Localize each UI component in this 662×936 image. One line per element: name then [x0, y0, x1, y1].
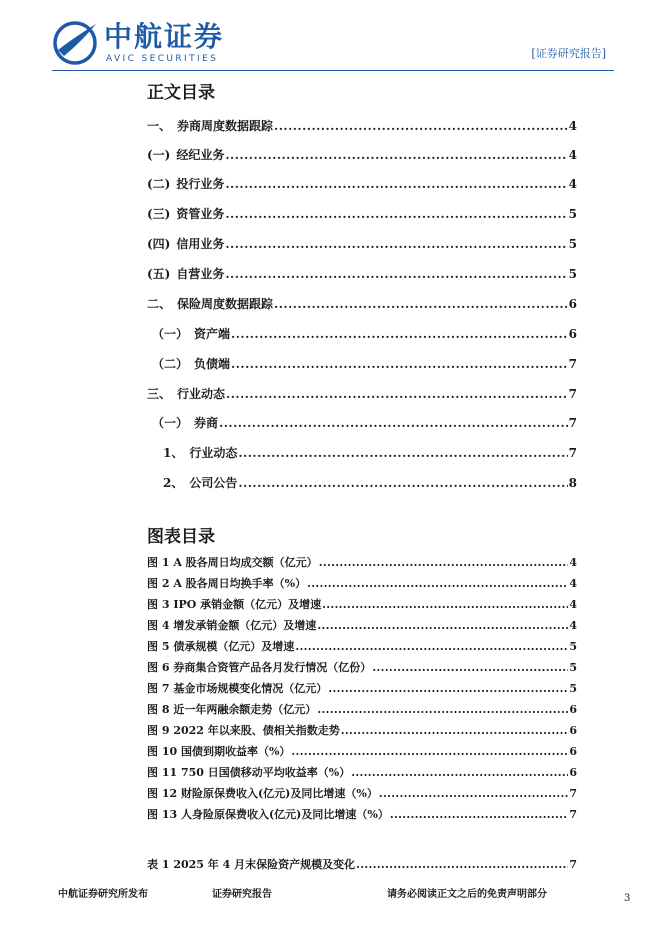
toc-entry-number: 2、 [163, 476, 184, 490]
toc-entry-page: 6 [568, 327, 577, 341]
toc-leader [225, 237, 567, 251]
toc-entry-number: （一） [152, 327, 189, 341]
toc-entry-text: 经纪业务 [176, 148, 225, 162]
toc-entry[interactable] [147, 207, 577, 221]
toc-entry-text: 券商 [194, 416, 219, 430]
toc-entry[interactable] [152, 416, 577, 430]
toc-entry-page: 7 [568, 416, 577, 430]
toc-entry-text: 资产端 [194, 327, 231, 341]
figure-entry-page: 4 [569, 619, 577, 632]
figure-entry-text: 图 5 债承规模（亿元）及增速 [147, 640, 295, 653]
toc-entry-page: 6 [568, 297, 577, 311]
toc-leader [238, 476, 567, 490]
toc-leader [238, 446, 567, 460]
toc-entry[interactable] [147, 297, 577, 311]
figure-entry-text: 图 8 近一年两融余额走势（亿元） [147, 703, 317, 716]
figure-entry-page: 6 [569, 724, 577, 737]
table-entry-page: 7 [569, 858, 577, 871]
toc-entry[interactable] [147, 387, 577, 401]
figure-leader [379, 787, 569, 800]
figure-entry[interactable] [147, 619, 577, 632]
toc-entry-number: (一) [147, 148, 171, 162]
figure-entry[interactable] [147, 745, 577, 758]
toc-entry[interactable] [147, 267, 577, 281]
figure-entry-text: 图 4 增发承销金额（亿元）及增速 [147, 619, 317, 632]
figure-entry[interactable] [147, 787, 577, 800]
footer-publisher: 中航证券研究所发布 [58, 889, 148, 900]
company-logo [52, 20, 242, 66]
toc-entry-number: (三) [147, 207, 171, 221]
toc-entry-number: 三、 [147, 387, 172, 401]
figure-entry-page: 4 [569, 577, 577, 590]
table-leader [356, 858, 568, 871]
figure-entry-page: 5 [569, 682, 577, 695]
figure-entry[interactable] [147, 703, 577, 716]
figure-leader [317, 703, 568, 716]
report-type-tag: [证券研究报告] [531, 47, 606, 60]
toc-leader [225, 207, 567, 221]
toc-entry-page: 5 [568, 267, 577, 281]
figures-title: 图表目录 [147, 527, 215, 547]
figure-entry-text: 图 11 750 日国债移动平均收益率（%） [147, 766, 351, 779]
toc-leader [274, 297, 568, 311]
toc-entry-number: (四) [147, 237, 171, 251]
figure-entry-text: 图 3 IPO 承销金额（亿元）及增速 [147, 598, 322, 611]
figure-leader [307, 577, 568, 590]
figure-entry[interactable] [147, 661, 577, 674]
figure-leader [328, 682, 568, 695]
logo-badge: AVIC [71, 48, 87, 55]
figure-entry-text: 图 13 人身险原保费收入(亿元)及同比增速（%） [147, 808, 389, 821]
figure-leader [291, 745, 568, 758]
figure-entry[interactable] [147, 556, 577, 569]
page-number: 3 [624, 893, 631, 904]
figure-entry[interactable] [147, 577, 577, 590]
toc-entry-text: 负债端 [194, 357, 231, 371]
toc-entry-page: 5 [568, 207, 577, 221]
figure-entry-page: 4 [569, 598, 577, 611]
toc-entry-text: 行业动态 [189, 446, 238, 460]
toc-entry-number: （二） [152, 357, 189, 371]
figure-entry-page: 4 [569, 556, 577, 569]
figure-entry-page: 6 [569, 766, 577, 779]
toc-entry[interactable] [152, 357, 577, 371]
toc-entry-page: 8 [568, 476, 577, 490]
figure-leader [317, 619, 568, 632]
table-entry[interactable] [147, 858, 577, 871]
figure-entry-text: 图 1 A 股各周日均成交额（亿元） [147, 556, 318, 569]
toc-entry-page: 4 [568, 148, 577, 162]
figure-entry-page: 5 [569, 640, 577, 653]
toc-entry[interactable] [163, 476, 577, 490]
toc-entry-page: 5 [568, 237, 577, 251]
toc-leader [225, 267, 567, 281]
logo-chinese-name: 中航证券 [104, 20, 225, 53]
figure-entry-page: 7 [569, 808, 577, 821]
toc-entry-number: (五) [147, 267, 171, 281]
toc-entry-text: 资管业务 [176, 207, 225, 221]
toc-leader [225, 148, 567, 162]
toc-leader [226, 387, 568, 401]
toc-leader [231, 357, 568, 371]
toc-entry-number: 一、 [147, 119, 172, 133]
figure-entry[interactable] [147, 682, 577, 695]
toc-entry-page: 7 [568, 446, 577, 460]
toc-leader [219, 416, 568, 430]
figure-leader [322, 598, 568, 611]
toc-entry-page: 4 [568, 119, 577, 133]
figure-leader [319, 556, 569, 569]
figure-entry-text: 图 7 基金市场规模变化情况（亿元） [147, 682, 328, 695]
toc-leader [231, 327, 568, 341]
toc-entry[interactable] [152, 327, 577, 341]
figure-entry[interactable] [147, 598, 577, 611]
toc-entry-text: 行业动态 [177, 387, 226, 401]
toc-entry[interactable] [147, 119, 577, 133]
figure-entry-page: 7 [569, 787, 577, 800]
figure-entry[interactable] [147, 808, 577, 821]
figure-entry-text: 图 6 券商集合资管产品各月发行情况（亿份） [147, 661, 372, 674]
footer-disclaimer: 请务必阅读正文之后的免责声明部分 [387, 889, 547, 900]
figure-entry[interactable] [147, 766, 577, 779]
toc-entry[interactable] [147, 148, 577, 162]
toc-entry[interactable] [163, 446, 577, 460]
toc-entry-number: 1、 [163, 446, 184, 460]
toc-leader [274, 119, 568, 133]
toc-entry-page: 7 [568, 387, 577, 401]
header-divider [52, 70, 614, 71]
avic-emblem-icon [52, 20, 98, 66]
figure-entry-text: 图 10 国债到期收益率（%） [147, 745, 291, 758]
figure-leader [351, 766, 568, 779]
figure-entry-text: 图 12 财险原保费收入(亿元)及同比增速（%） [147, 787, 378, 800]
toc-entry-number: （一） [152, 416, 189, 430]
toc-entry-page: 7 [568, 357, 577, 371]
figure-entry-page: 6 [569, 703, 577, 716]
figure-entry[interactable] [147, 640, 577, 653]
figure-leader [372, 661, 568, 674]
figure-leader [341, 724, 569, 737]
toc-entry-number: (二) [147, 177, 171, 191]
logo-english-name: AVIC SECURITIES [106, 54, 219, 64]
toc-entry-page: 4 [568, 177, 577, 191]
toc-entry[interactable] [147, 237, 577, 251]
toc-entry-text: 公司公告 [189, 476, 238, 490]
figure-entry-text: 图 2 A 股各周日均换手率（%） [147, 577, 307, 590]
figure-entry[interactable] [147, 724, 577, 737]
toc-entry[interactable] [147, 177, 577, 191]
toc-leader [225, 177, 567, 191]
toc-entry-number: 二、 [147, 297, 172, 311]
toc-entry-text: 自营业务 [176, 267, 225, 281]
figure-leader [390, 808, 569, 821]
toc-entry-text: 券商周度数据跟踪 [177, 119, 274, 133]
figure-entry-page: 5 [569, 661, 577, 674]
figure-leader [295, 640, 568, 653]
toc-entry-text: 保险周度数据跟踪 [177, 297, 274, 311]
figure-entry-page: 6 [569, 745, 577, 758]
toc-entry-text: 投行业务 [176, 177, 225, 191]
toc-entry-text: 信用业务 [176, 237, 225, 251]
footer-doc-type: 证券研究报告 [212, 889, 272, 900]
table-entry-text: 表 1 2025 年 4 月末保险资产规模及变化 [147, 858, 356, 871]
toc-title: 正文目录 [147, 83, 215, 103]
figure-entry-text: 图 9 2022 年以来股、债相关指数走势 [147, 724, 340, 737]
